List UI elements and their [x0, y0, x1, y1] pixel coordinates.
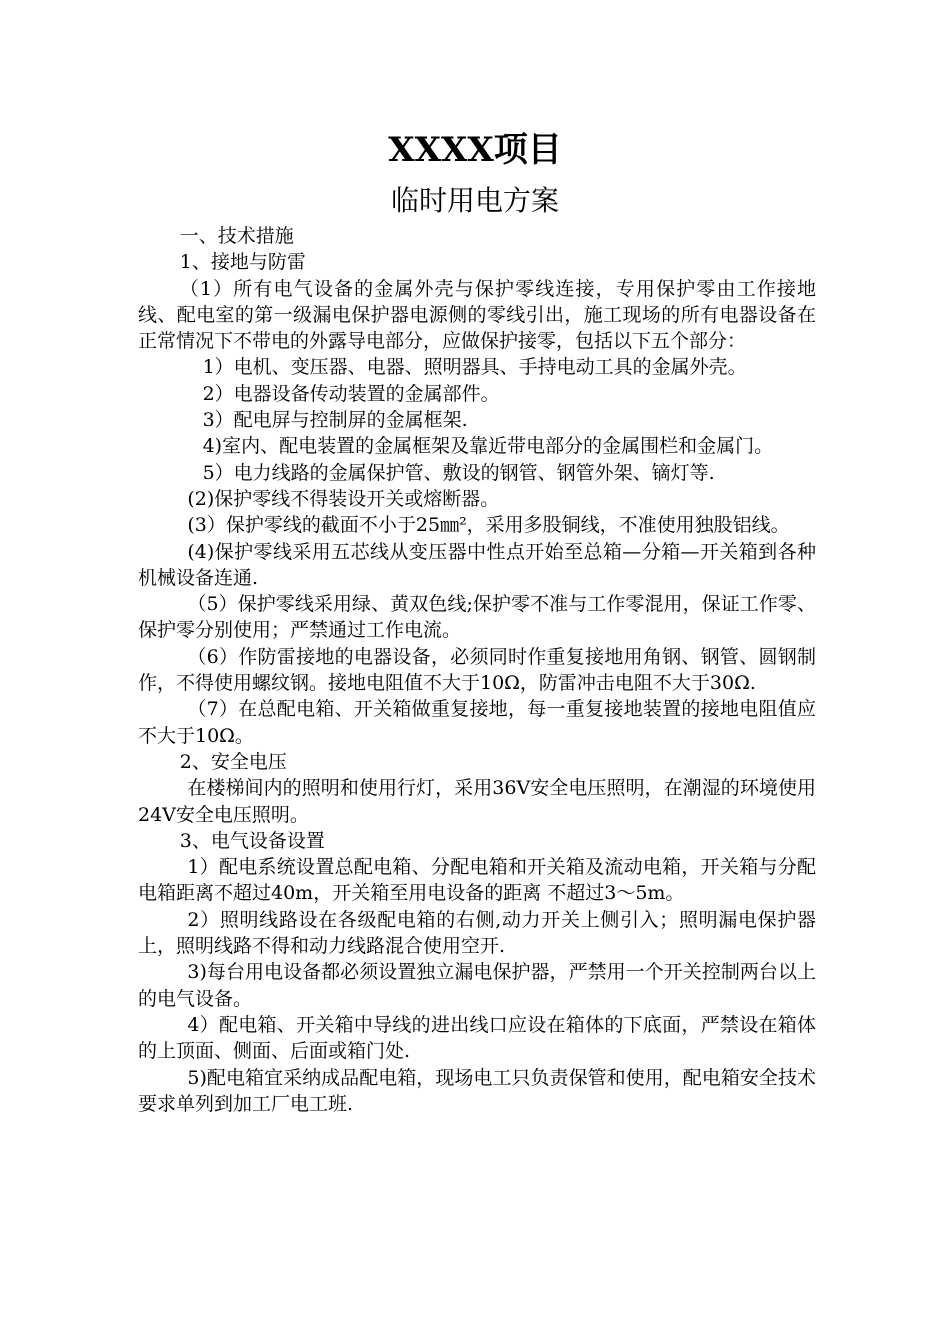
paragraph: （5）保护零线采用绿、黄双色线;保护零不准与工作零混用，保证工作零、保护零分别使用；严禁通过工作电流。 — [138, 593, 816, 642]
subsection-heading: 2、安全电压 — [179, 750, 287, 773]
list-item: 5）电力线路的金属保护管、敷设的钢管、钢管外架、镝灯等. — [202, 461, 715, 484]
list-item: 1）电机、变压器、电器、照明器具、手持电动工具的金属外壳。 — [202, 356, 747, 379]
list-item: 1）配电系统设置总配电箱、分配电箱和开关箱及流动电箱，开关箱与分配电箱距离不超过40m，开关箱至用电设备的距离 不超过3～5m。 — [138, 856, 816, 905]
paragraph: （7）在总配电箱、开关箱做重复接地，每一重复接地装置的接地电阻值应不大于10Ω。 — [138, 698, 816, 747]
list-item: 5)配电箱宜采纳成品配电箱，现场电工只负责保管和使用，配电箱安全技术要求单列到加工厂电工班. — [138, 1066, 816, 1115]
section-heading: 一、技术措施 — [179, 225, 294, 247]
paragraph: （6）作防雷接地的电器设备，必须同时作重复接地用角钢、钢管、圆钢制作，不得使用螺纹钢。接地电阻值不大于10Ω，防雷冲击电阻不大于30Ω. — [138, 645, 816, 695]
subsection-heading: 1、接地与防雷 — [179, 251, 306, 274]
list-item: 2）照明线路设在各级配电箱的右侧,动力开关上侧引入；照明漏电保护器上，照明线路不得和动力线路混合使用空开. — [138, 908, 816, 958]
list-item: 3)每台用电设备都必须设置独立漏电保护器，严禁用一个开关控制两台以上的电气设备。 — [138, 961, 816, 1010]
paragraph: （1）所有电气设备的金属外壳与保护零线连接，专用保护零由工作接地线、配电室的第一级漏电保护器电源侧的零线引出，施工现场的所有电器设备在正常情况下不带电的外露导电部分，应做保护接零，包括以下五个部分： — [138, 277, 816, 353]
paragraph: 在楼梯间内的照明和使用行灯，采用36V安全电压照明，在潮湿的环境使用24V安全电压照明。 — [138, 777, 816, 826]
list-item: 3）配电屏与控制屏的金属框架. — [202, 409, 468, 432]
document-body — [138, 223, 816, 1117]
list-item: 4)室内、配电装置的金属框架及靠近带电部分的金属围栏和金属门。 — [202, 435, 774, 458]
document-title: XXXX项目 — [388, 130, 562, 170]
list-item: 4）配电箱、开关箱中导线的进出线口应设在箱体的下底面，严禁设在箱体的上顶面、侧面、后面或箱门处. — [138, 1013, 816, 1063]
paragraph: (3）保护零线的截面不小于25㎜²，采用多股铜线，不准使用独股铝线。 — [187, 514, 790, 537]
list-item: 2）电器设备传动装置的金属部件。 — [202, 382, 500, 405]
subsection-heading: 3、电气设备设置 — [179, 829, 325, 852]
paragraph: (2)保护零线不得装设开关或熔断器。 — [187, 487, 500, 510]
paragraph: (4)保护零线采用五芯线从变压器中性点开始至总箱—分箱—开关箱到各种机械设备连通. — [138, 540, 816, 589]
document-subtitle: 临时用电方案 — [390, 184, 559, 217]
